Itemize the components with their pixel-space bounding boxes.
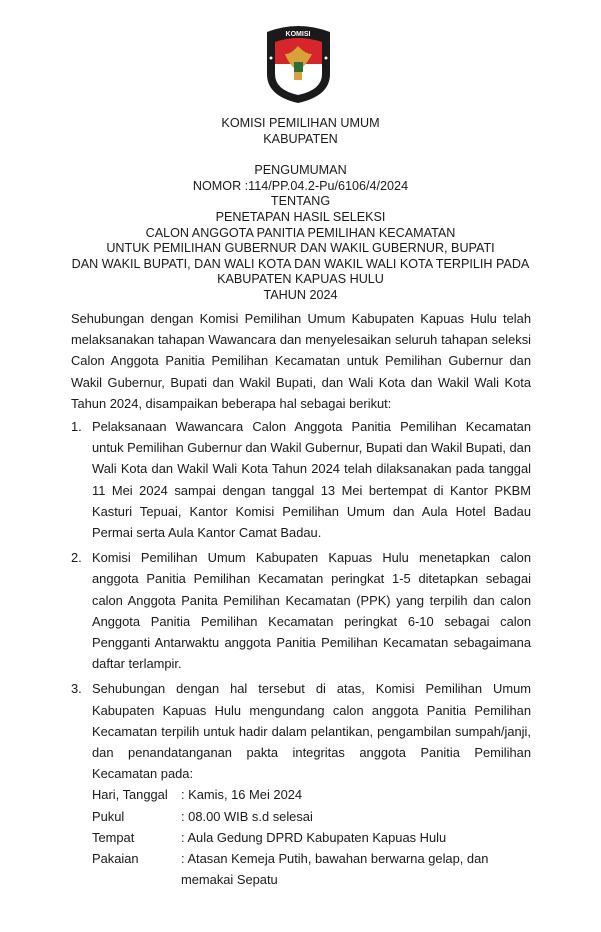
- svg-text:KOMISI: KOMISI: [285, 31, 311, 38]
- org-region: KABUPATEN: [263, 131, 338, 146]
- list-item: [71, 416, 531, 543]
- item-text: Pelaksanaan Wawancara Calon Anggota Panitia Pemilihan Kecamatan untuk Pemilihan Gubernur dan Wakil Gubernur, Bupati dan Wakil Bupati, dan Wali Kota dan Wakil Wali Kota Tahun 2024 telah dilaksanakan pada tanggal 11 Mei 2024 sampai dengan tanggal 13 Mei bertempat di Kantor PKBM Kasturi Tepuai, Kantor Komisi Pemilihan Umum dan Aula Hotel Badau Permai serta Aula Kantor Camat Badau.: [92, 419, 532, 541]
- schedule-row: Pakaian : Atasan Kemeja Putih, bawahan berwarna gelap, dan memakai Sepatu: [92, 851, 489, 888]
- document-body: [71, 308, 531, 890]
- title-line: DAN WAKIL BUPATI, DAN WALI KOTA DAN WAKIL WALI KOTA TERPILIH PADA: [71, 256, 530, 271]
- document-header: [0, 116, 601, 304]
- title-line: KABUPATEN KAPUAS HULU: [217, 272, 384, 287]
- schedule-row: Tempat : Aula Gedung DPRD Kabupaten Kapuas Hulu: [92, 829, 447, 845]
- document-about: TENTANG: [270, 194, 331, 209]
- item-number: 1.: [71, 419, 82, 435]
- title-line: PENETAPAN HASIL SELEKSI: [215, 209, 386, 224]
- list-item: [71, 678, 531, 890]
- item-text: Komisi Pemilihan Umum Kabupaten Kapuas Hulu menetapkan calon anggota Panitia Pemilihan Kecamatan peringkat 1-5 ditetapkan sebagai calon Anggota Panita Pemilihan Kecamatan (PPK) yang terpilih dan calon Anggota Panitia Pemilihan Kecamatan peringkat 6-10 sebagai calon Pengganti Antarwaktu anggota Panitia Pemilihan Kecamatan sebagaimana daftar terlampir.: [92, 550, 531, 672]
- list-item: [71, 547, 531, 674]
- title-line: UNTUK PEMILIHAN GUBERNUR DAN WAKIL GUBERNUR, BUPATI: [106, 241, 495, 256]
- kpu-logo: [261, 24, 336, 104]
- item-text: Sehubungan dengan hal tersebut di atas, Komisi Pemilihan Umum Kabupaten Kapuas Hulu mengundang calon anggota Panitia Pemilihan Kecamatan terpilih untuk hadir dalam pelantikan, pengambilan sumpah/janji, dan penandatanganan pakta integritas anggota Panitia Pemilihan Kecamatan pada:: [92, 681, 531, 782]
- document-number: NOMOR :114/PP.04.2-Pu/6106/4/2024: [192, 178, 409, 193]
- document-type: PENGUMUMAN: [254, 163, 347, 178]
- schedule-row: Hari, Tanggal : Kamis, 16 Mei 2024: [92, 787, 303, 803]
- title-line: CALON ANGGOTA PANITIA PEMILIHAN KECAMATAN: [145, 225, 456, 240]
- schedule-table: [92, 784, 531, 890]
- announcement-list: [71, 416, 531, 890]
- intro-paragraph: Sehubungan dengan Komisi Pemilihan Umum Kabupaten Kapuas Hulu telah melaksanakan tahapan Wawancara dan menyelesaikan seluruh tahapan seleksi Calon Anggota Panitia Pemilihan Kecamatan untuk Pemilihan Gubernur dan Wakil Gubernur, Bupati dan Wakil Bupati, dan Wali Kota dan Wakil Wali Kota Tahun 2024, disampaikan beberapa hal sebagai berikut:: [71, 311, 531, 411]
- item-number: 3.: [71, 681, 82, 697]
- schedule-row: Pukul : 08.00 WIB s.d selesai: [92, 808, 313, 824]
- org-name: KOMISI PEMILIHAN UMUM: [221, 116, 380, 130]
- item-number: 2.: [71, 550, 82, 566]
- title-line: TAHUN 2024: [263, 287, 338, 302]
